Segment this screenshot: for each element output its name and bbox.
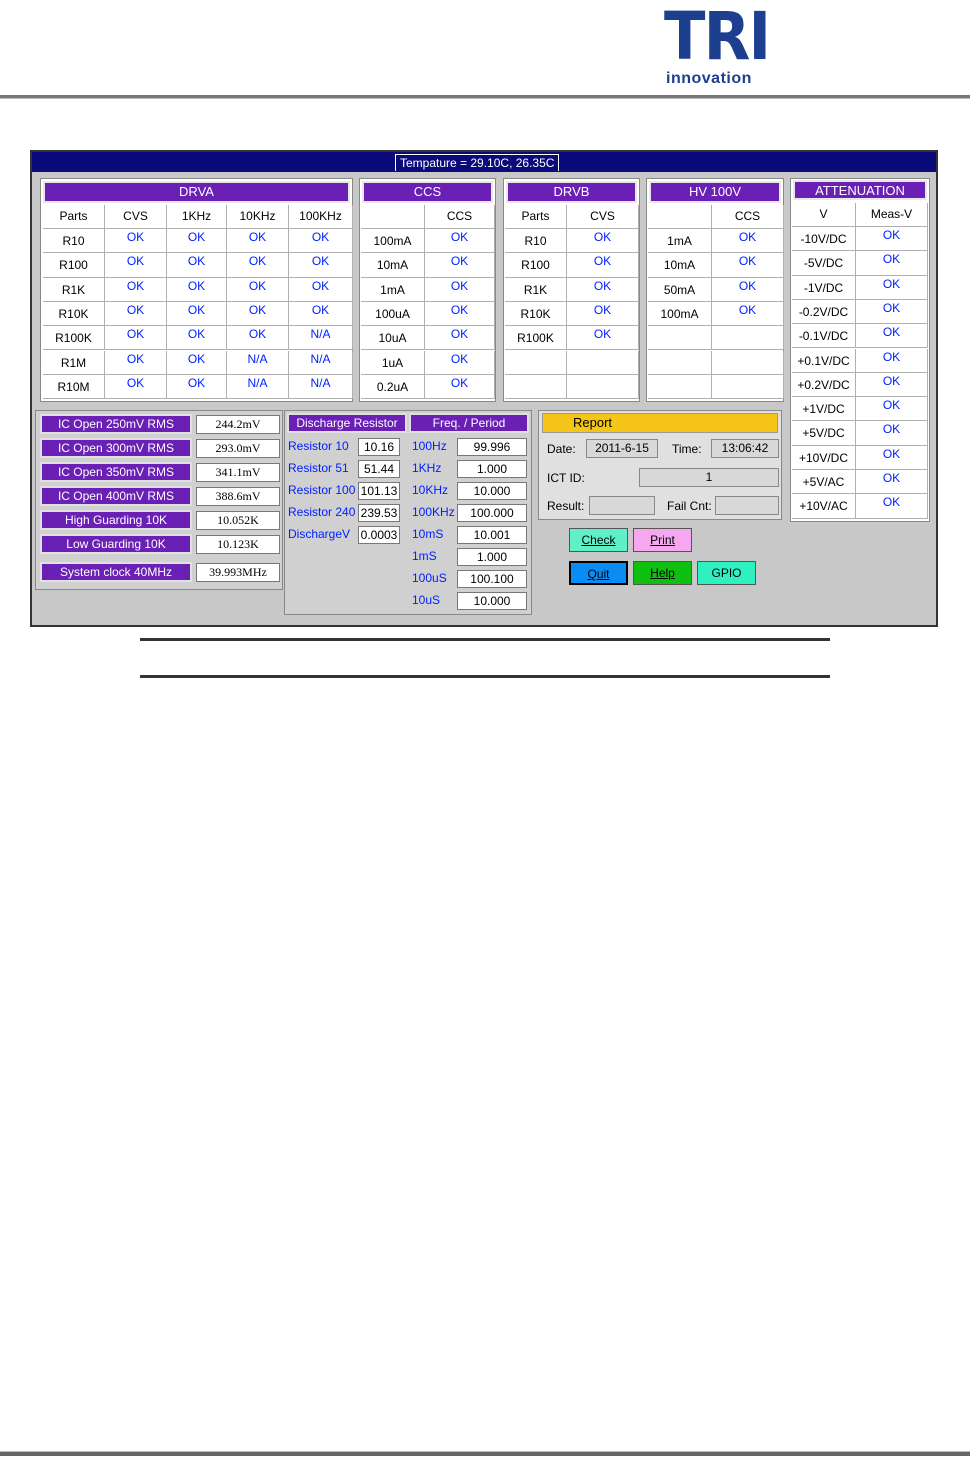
hv-status-cell (712, 326, 784, 350)
attenuation-status-cell: OK (856, 470, 928, 494)
hv-row-label: 50mA (648, 278, 712, 302)
drvb-title: DRVB (506, 181, 637, 203)
drva-row-label: R1K (43, 278, 105, 302)
date-field: 2011-6-15 (586, 439, 658, 458)
ic-measure-label: IC Open 400mV RMS (40, 486, 192, 506)
attenuation-status-cell: OK (856, 349, 928, 373)
attenuation-title: ATTENUATION (793, 180, 927, 200)
freq-value: 100.000 (457, 504, 527, 522)
drva-row-label: R100K (43, 326, 105, 350)
freq-value: 100.100 (457, 570, 527, 588)
drva-status-cell: OK (167, 278, 227, 302)
hv-row-label: 100mA (648, 302, 712, 326)
drvb-col-header: CVS (567, 205, 639, 229)
drvb-status-cell: OK (567, 229, 639, 253)
ccs-row-label: 100mA (361, 229, 425, 253)
ic-measure-label: High Guarding 10K (40, 510, 192, 530)
attenuation-status-cell: OK (856, 373, 928, 397)
ccs-status-cell: OK (425, 302, 495, 326)
ccs-row-label: 10mA (361, 253, 425, 277)
ccs-status-cell: OK (425, 278, 495, 302)
hv-status-cell: OK (712, 229, 784, 253)
drva-col-header: Parts (43, 205, 105, 229)
ccs-row-label: 10uA (361, 326, 425, 350)
ccs-status-cell: OK (425, 375, 495, 399)
freq-label: 1KHz (412, 461, 442, 475)
freq-value: 1.000 (457, 548, 527, 566)
attenuation-status-cell: OK (856, 300, 928, 324)
attenuation-col-header: V (792, 203, 856, 227)
report-panel (538, 410, 782, 520)
hv-col-header (648, 205, 712, 229)
freq-value: 1.000 (457, 460, 527, 478)
time-label: Time: (672, 442, 702, 456)
drvb-row-label: R10 (505, 229, 567, 253)
discharge-value: 239.53 (358, 504, 400, 522)
freq-value: 10.000 (457, 592, 527, 610)
ccs-status-cell: OK (425, 351, 495, 375)
attenuation-row-label: +0.1V/DC (792, 349, 856, 373)
drva-title: DRVA (43, 181, 350, 203)
ccs-col-header (361, 205, 425, 229)
attenuation-status-cell: OK (856, 397, 928, 421)
drva-status-cell: OK (289, 253, 353, 277)
drvb-status-cell: OK (567, 278, 639, 302)
freq-value: 99.996 (457, 438, 527, 456)
drvb-row-label (505, 351, 567, 375)
drva-status-cell: OK (289, 278, 353, 302)
drvb-status-cell: OK (567, 302, 639, 326)
ccs-row-label: 1mA (361, 278, 425, 302)
discharge-value: 10.16 (358, 438, 400, 456)
discharge-value: 0.0003 (358, 526, 400, 544)
attenuation-row-label: -0.2V/DC (792, 300, 856, 324)
drva-status-cell: OK (227, 302, 289, 326)
drva-status-cell: OK (227, 278, 289, 302)
drva-row-label: R1M (43, 351, 105, 375)
fail-count-label: Fail Cnt: (667, 499, 712, 513)
ict-id-label: ICT ID: (547, 471, 585, 485)
attenuation-col-header: Meas-V (856, 203, 928, 227)
discharge-label: Resistor 240 (288, 505, 356, 519)
quit-button[interactable]: Quit (569, 561, 628, 585)
drva-status-cell: OK (227, 326, 289, 350)
result-label: Result: (547, 499, 585, 513)
freq-value: 10.000 (457, 482, 527, 500)
discharge-title: Discharge Resistor (287, 413, 407, 433)
ic-measure-label: IC Open 300mV RMS (40, 438, 192, 458)
header-rule (0, 95, 970, 99)
drvb-row-label (505, 375, 567, 399)
ic-measure-value: 341.1mV (196, 463, 280, 482)
hv-row-label: 1mA (648, 229, 712, 253)
drva-col-header: 100KHz (289, 205, 353, 229)
drvb-status-cell: OK (567, 253, 639, 277)
attenuation-row-label: +10V/AC (792, 494, 856, 518)
discharge-value: 101.13 (358, 482, 400, 500)
discharge-label: DischargeV (288, 527, 351, 541)
hv-row-label (648, 326, 712, 350)
result-field (589, 496, 655, 515)
discharge-value: 51.44 (358, 460, 400, 478)
hv100v-title: HV 100V (649, 181, 781, 203)
ccs-status-cell: OK (425, 229, 495, 253)
attenuation-row-label: +0.2V/DC (792, 373, 856, 397)
attenuation-row-label: -5V/DC (792, 251, 856, 275)
drva-status-cell: OK (227, 253, 289, 277)
ic-measure-value: 388.6mV (196, 487, 280, 506)
app-window (30, 150, 938, 627)
drvb-row-label: R10K (505, 302, 567, 326)
tri-logo: TRI (664, 0, 770, 75)
attenuation-row-label: -0.1V/DC (792, 324, 856, 348)
drva-row-label: R100 (43, 253, 105, 277)
drva-status-cell: OK (105, 375, 167, 399)
attenuation-status-cell: OK (856, 227, 928, 251)
hv-status-cell: OK (712, 302, 784, 326)
drva-status-cell: OK (105, 278, 167, 302)
drvb-row-label: R1K (505, 278, 567, 302)
hv-status-cell (712, 375, 784, 399)
drva-status-cell: OK (227, 229, 289, 253)
drva-status-cell: OK (167, 351, 227, 375)
drvb-row-label: R100 (505, 253, 567, 277)
hv-col-header: CCS (712, 205, 784, 229)
freq-value: 10.001 (457, 526, 527, 544)
discharge-label: Resistor 10 (288, 439, 349, 453)
freq-label: 1mS (412, 549, 437, 563)
ccs-row-label: 1uA (361, 351, 425, 375)
drva-status-cell: OK (289, 302, 353, 326)
ic-measure-label: IC Open 250mV RMS (40, 414, 192, 434)
hv-row-label (648, 351, 712, 375)
hv-status-cell (712, 351, 784, 375)
discharge-label: Resistor 51 (288, 461, 349, 475)
ic-measure-value: 244.2mV (196, 415, 280, 434)
drva-status-cell: OK (105, 351, 167, 375)
ic-measure-value: 10.052K (196, 511, 280, 530)
drva-col-header: 1KHz (167, 205, 227, 229)
drva-status-cell: N/A (227, 375, 289, 399)
drvb-panel (503, 178, 640, 402)
ccs-panel (359, 178, 496, 402)
attenuation-status-cell: OK (856, 421, 928, 445)
title-bar (32, 152, 936, 172)
drvb-row-label: R100K (505, 326, 567, 350)
attenuation-status-cell: OK (856, 446, 928, 470)
ic-open-group (35, 410, 283, 590)
attenuation-row-label: +1V/DC (792, 397, 856, 421)
report-title: Report (542, 413, 778, 433)
freq-label: 10uS (412, 593, 441, 607)
attenuation-panel (790, 178, 930, 522)
attenuation-status-cell: OK (856, 324, 928, 348)
print-button[interactable]: Print (633, 528, 692, 552)
drva-status-cell: OK (167, 253, 227, 277)
drva-status-cell: N/A (289, 351, 353, 375)
drva-status-cell: OK (105, 229, 167, 253)
attenuation-row-label: -10V/DC (792, 227, 856, 251)
drva-row-label: R10 (43, 229, 105, 253)
drva-status-cell: OK (167, 229, 227, 253)
drva-status-cell: N/A (227, 351, 289, 375)
attenuation-row-label: -1V/DC (792, 276, 856, 300)
time-field: 13:06:42 (711, 439, 779, 458)
drva-status-cell: OK (105, 253, 167, 277)
ccs-row-label: 100uA (361, 302, 425, 326)
freq-title: Freq. / Period (409, 413, 529, 433)
drva-status-cell: OK (167, 302, 227, 326)
drva-row-label: R10M (43, 375, 105, 399)
ccs-col-header: CCS (425, 205, 495, 229)
drva-status-cell: N/A (289, 326, 353, 350)
drvb-status-cell: OK (567, 326, 639, 350)
hv-status-cell: OK (712, 278, 784, 302)
freq-label: 10KHz (412, 483, 449, 497)
ic-measure-value: 10.123K (196, 535, 280, 554)
drva-status-cell: OK (167, 375, 227, 399)
attenuation-row-label: +5V/DC (792, 421, 856, 445)
gpio-button[interactable]: GPIO (697, 561, 756, 585)
drva-col-header: CVS (105, 205, 167, 229)
attenuation-row-label: +10V/DC (792, 446, 856, 470)
divider-line-2 (140, 675, 830, 678)
freq-label: 100Hz (412, 439, 447, 453)
discharge-label: Resistor 100 (288, 483, 356, 497)
drva-status-cell: OK (167, 326, 227, 350)
ic-measure-value: 293.0mV (196, 439, 280, 458)
temperature-title: Tempature = 29.10C, 26.35C (395, 154, 559, 171)
hv100v-panel (646, 178, 784, 402)
freq-label: 100KHz (412, 505, 455, 519)
help-button[interactable]: Help (633, 561, 692, 585)
ccs-title: CCS (362, 181, 493, 203)
date-label: Date: (547, 442, 576, 456)
innovation-logo-text: innovation (666, 70, 752, 87)
footer-rule (0, 1451, 970, 1456)
ccs-status-cell: OK (425, 326, 495, 350)
drva-row-label: R10K (43, 302, 105, 326)
drva-status-cell: N/A (289, 375, 353, 399)
drva-panel (40, 178, 353, 402)
ccs-status-cell: OK (425, 253, 495, 277)
hv-status-cell: OK (712, 253, 784, 277)
freq-label: 10mS (412, 527, 444, 541)
system-clock-label: System clock 40MHz (40, 562, 192, 582)
system-clock-value: 39.993MHz (196, 563, 280, 582)
drvb-col-header: Parts (505, 205, 567, 229)
discharge-freq-group (284, 410, 532, 615)
divider-line-1 (140, 638, 830, 641)
attenuation-status-cell: OK (856, 251, 928, 275)
hv-row-label (648, 375, 712, 399)
drva-status-cell: OK (105, 326, 167, 350)
attenuation-row-label: +5V/AC (792, 470, 856, 494)
drvb-status-cell (567, 351, 639, 375)
ic-measure-label: IC Open 350mV RMS (40, 462, 192, 482)
attenuation-status-cell: OK (856, 494, 928, 518)
ccs-row-label: 0.2uA (361, 375, 425, 399)
drva-status-cell: OK (289, 229, 353, 253)
ict-id-field: 1 (639, 468, 779, 487)
drva-status-cell: OK (105, 302, 167, 326)
drvb-status-cell (567, 375, 639, 399)
attenuation-status-cell: OK (856, 276, 928, 300)
ic-measure-label: Low Guarding 10K (40, 534, 192, 554)
fail-count-field (715, 496, 779, 515)
drva-col-header: 10KHz (227, 205, 289, 229)
check-button[interactable]: Check (569, 528, 628, 552)
hv-row-label: 10mA (648, 253, 712, 277)
freq-label: 100uS (412, 571, 447, 585)
